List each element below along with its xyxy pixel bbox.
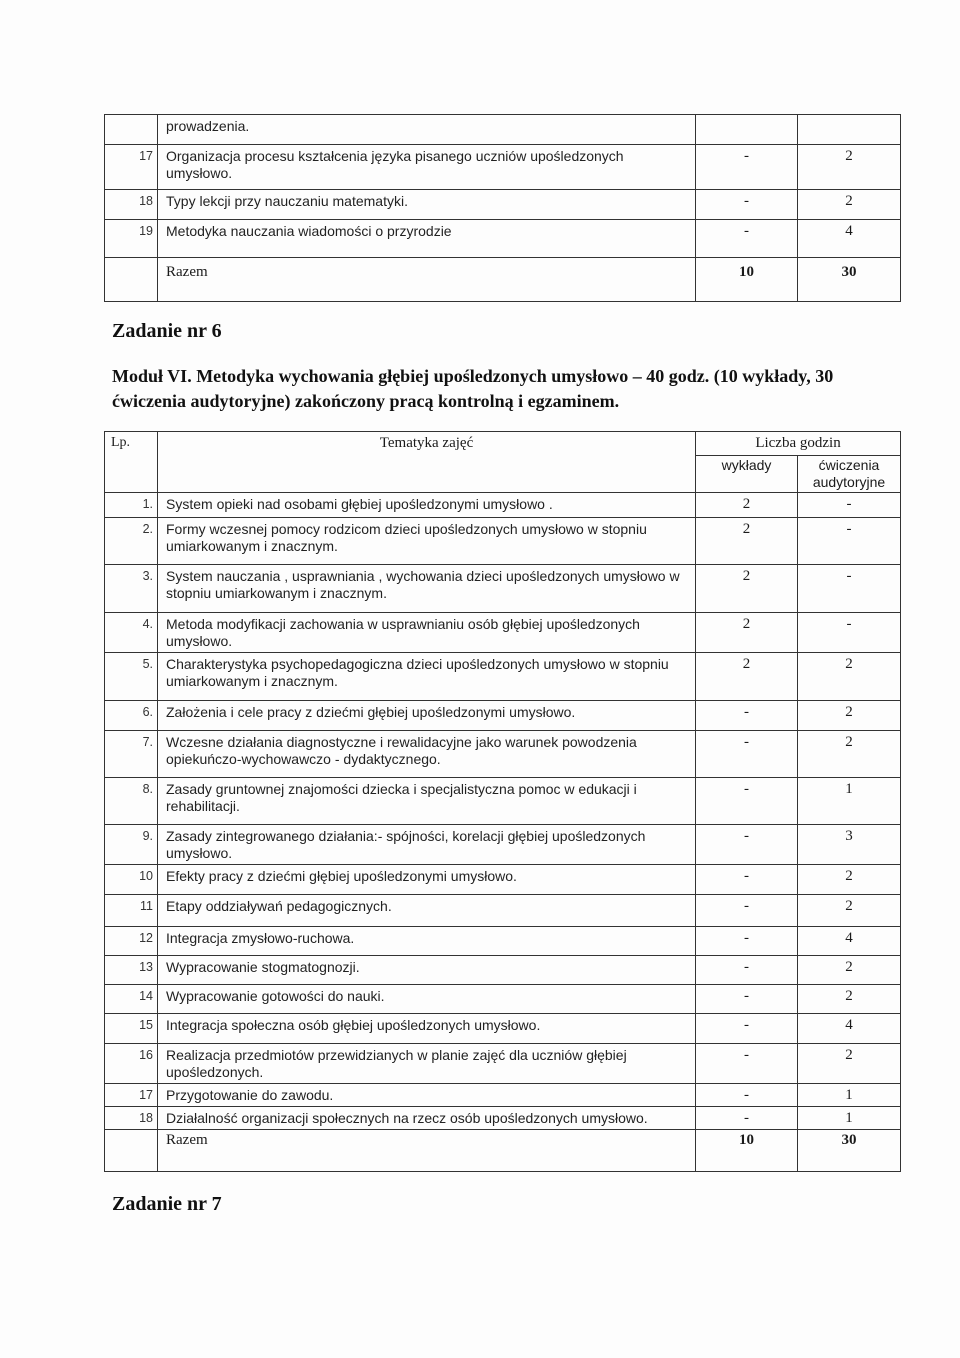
row-topic: Efekty pracy z dziećmi głębiej upośledzonymi umysłowo. — [158, 865, 696, 895]
row-topic: Wczesne działania diagnostyczne i rewalidacyjne jako warunek powodzenia opiekuńczo-wychowawczo - dydaktycznego. — [158, 731, 696, 778]
row-lectures: - — [696, 1014, 798, 1044]
row-topic: Wypracowanie stogmatognozji. — [158, 956, 696, 985]
row-exercises: - — [798, 518, 901, 565]
row-lectures: - — [696, 895, 798, 927]
row-exercises: 4 — [798, 927, 901, 956]
table-row — [105, 1107, 901, 1130]
row-topic: Typy lekcji przy nauczaniu matematyki. — [158, 190, 696, 220]
table-row — [105, 518, 901, 565]
row-exercises: - — [798, 493, 901, 518]
row-exercises: 2 — [798, 701, 901, 731]
table-row — [105, 190, 901, 220]
row-topic: Integracja społeczna osób głębiej upośledzonych umysłowo. — [158, 1014, 696, 1044]
header-lp: Lp. — [105, 432, 158, 493]
total-exercises: 30 — [798, 258, 901, 302]
table-row — [105, 701, 901, 731]
row-topic: Metoda modyfikacji zachowania w usprawnianiu osób głębiej upośledzonych umysłowo. — [158, 613, 696, 653]
row-number: 7. — [105, 731, 158, 778]
row-number: 3. — [105, 565, 158, 613]
total-empty-cell — [105, 1130, 158, 1172]
table-row — [105, 565, 901, 613]
row-number: 8. — [105, 778, 158, 825]
row-topic: Metodyka nauczania wiadomości o przyrodzie — [158, 220, 696, 258]
table-row — [105, 778, 901, 825]
total-row — [105, 258, 901, 302]
row-lectures: 2 — [696, 518, 798, 565]
table-row — [105, 493, 901, 518]
row-lectures: - — [696, 825, 798, 865]
module-vi-table — [104, 431, 901, 1172]
row-topic: Założenia i cele pracy z dziećmi głębiej upośledzonymi umysłowo. — [158, 701, 696, 731]
row-exercises: 2 — [798, 985, 901, 1014]
table-row — [105, 956, 901, 985]
table-row — [105, 1044, 901, 1084]
row-lectures — [696, 115, 798, 145]
row-number: 17 — [105, 145, 158, 190]
row-lectures: - — [696, 731, 798, 778]
table-row — [105, 220, 901, 258]
row-topic: Działalność organizacji społecznych na rzecz osób upośledzonych umysłowo. — [158, 1107, 696, 1130]
row-number: 9. — [105, 825, 158, 865]
row-topic: System nauczania , usprawniania , wychowania dzieci upośledzonych umysłowo w stopniu umiarkowanym i znacznym. — [158, 565, 696, 613]
table-row — [105, 731, 901, 778]
row-number: 11 — [105, 895, 158, 927]
row-number: 1. — [105, 493, 158, 518]
table-row — [105, 825, 901, 865]
row-exercises: - — [798, 565, 901, 613]
row-lectures: - — [696, 778, 798, 825]
row-number — [105, 115, 158, 145]
row-topic: Wypracowanie gotowości do nauki. — [158, 985, 696, 1014]
task-7-heading: Zadanie nr 7 — [112, 1193, 222, 1215]
row-number: 15 — [105, 1014, 158, 1044]
row-exercises: 1 — [798, 1107, 901, 1130]
row-number: 2. — [105, 518, 158, 565]
row-exercises: 2 — [798, 190, 901, 220]
header-topic: Tematyka zajęć — [158, 432, 696, 493]
total-lectures: 10 — [696, 1130, 798, 1172]
header-lectures: wykłady — [696, 456, 798, 493]
row-topic: Przygotowanie do zawodu. — [158, 1084, 696, 1107]
table-row — [105, 895, 901, 927]
row-exercises: 4 — [798, 220, 901, 258]
table-row — [105, 115, 901, 145]
table-row — [105, 145, 901, 190]
row-number: 19 — [105, 220, 158, 258]
row-exercises: 2 — [798, 956, 901, 985]
table-row — [105, 653, 901, 701]
row-topic: Zasady gruntownej znajomości dziecka i specjalistyczna pomoc w edukacji i rehabilitacji. — [158, 778, 696, 825]
course-table-continuation — [104, 114, 901, 302]
row-exercises — [798, 115, 901, 145]
row-topic: Integracja zmysłowo-ruchowa. — [158, 927, 696, 956]
row-lectures: - — [696, 1084, 798, 1107]
header-hours: Liczba godzin — [696, 432, 901, 456]
table-body — [105, 493, 901, 1172]
total-lectures: 10 — [696, 258, 798, 302]
row-topic: Zasady zintegrowanego działania:- spójności, korelacji głębiej upośledzonych umysłowo. — [158, 825, 696, 865]
table-row — [105, 1084, 901, 1107]
task-6-heading: Zadanie nr 6 — [112, 320, 222, 342]
row-number: 18 — [105, 1107, 158, 1130]
total-row — [105, 1130, 901, 1172]
row-number: 10 — [105, 865, 158, 895]
row-exercises: 2 — [798, 1044, 901, 1084]
row-lectures: - — [696, 145, 798, 190]
row-lectures: 2 — [696, 613, 798, 653]
row-exercises: 2 — [798, 865, 901, 895]
row-exercises: 2 — [798, 653, 901, 701]
table-header-row — [105, 432, 901, 456]
row-number: 16 — [105, 1044, 158, 1084]
row-topic: Realizacja przedmiotów przewidzianych w planie zajęć dla uczniów głębiej upośledzonych. — [158, 1044, 696, 1084]
row-number: 13 — [105, 956, 158, 985]
total-exercises: 30 — [798, 1130, 901, 1172]
row-lectures: - — [696, 220, 798, 258]
row-exercises: 3 — [798, 825, 901, 865]
row-number: 5. — [105, 653, 158, 701]
row-exercises: 2 — [798, 895, 901, 927]
row-lectures: - — [696, 985, 798, 1014]
row-exercises: - — [798, 613, 901, 653]
table-row — [105, 927, 901, 956]
row-topic: Charakterystyka psychopedagogiczna dzieci upośledzonych umysłowo w stopniu umiarkowanym i znacznym. — [158, 653, 696, 701]
header-exercises: ćwiczenia audytoryjne — [798, 456, 901, 493]
total-label: Razem — [158, 1130, 696, 1172]
row-number: 6. — [105, 701, 158, 731]
row-lectures: - — [696, 865, 798, 895]
table-row — [105, 865, 901, 895]
row-exercises: 4 — [798, 1014, 901, 1044]
row-topic: prowadzenia. — [158, 115, 696, 145]
total-label: Razem — [158, 258, 696, 302]
table-row — [105, 1014, 901, 1044]
row-lectures: 2 — [696, 493, 798, 518]
row-lectures: 2 — [696, 653, 798, 701]
row-lectures: - — [696, 927, 798, 956]
row-lectures: - — [696, 190, 798, 220]
row-exercises: 1 — [798, 1084, 901, 1107]
row-topic: Formy wczesnej pomocy rodzicom dzieci upośledzonych umysłowo w stopniu umiarkowanym i znacznym. — [158, 518, 696, 565]
row-lectures: - — [696, 1044, 798, 1084]
row-lectures: 2 — [696, 565, 798, 613]
total-empty-cell — [105, 258, 158, 302]
row-exercises: 2 — [798, 731, 901, 778]
row-topic: Organizacja procesu kształcenia języka pisanego uczniów upośledzonych umysłowo. — [158, 145, 696, 190]
row-number: 12 — [105, 927, 158, 956]
row-lectures: - — [696, 956, 798, 985]
row-topic: Etapy oddziaływań pedagogicznych. — [158, 895, 696, 927]
row-number: 4. — [105, 613, 158, 653]
row-topic: System opieki nad osobami głębiej upośledzonymi umysłowo . — [158, 493, 696, 518]
row-lectures: - — [696, 1107, 798, 1130]
table-row — [105, 985, 901, 1014]
module-title: Moduł VI. Metodyka wychowania głębiej upośledzonych umysłowo – 40 godz. (10 wykłady, 30 ćwiczenia audytoryjne) zakończony pracą kontrolną i egzaminem. — [112, 366, 834, 411]
row-lectures: - — [696, 701, 798, 731]
row-number: 17 — [105, 1084, 158, 1107]
row-exercises: 2 — [798, 145, 901, 190]
table-row — [105, 613, 901, 653]
row-number: 14 — [105, 985, 158, 1014]
row-exercises: 1 — [798, 778, 901, 825]
row-number: 18 — [105, 190, 158, 220]
